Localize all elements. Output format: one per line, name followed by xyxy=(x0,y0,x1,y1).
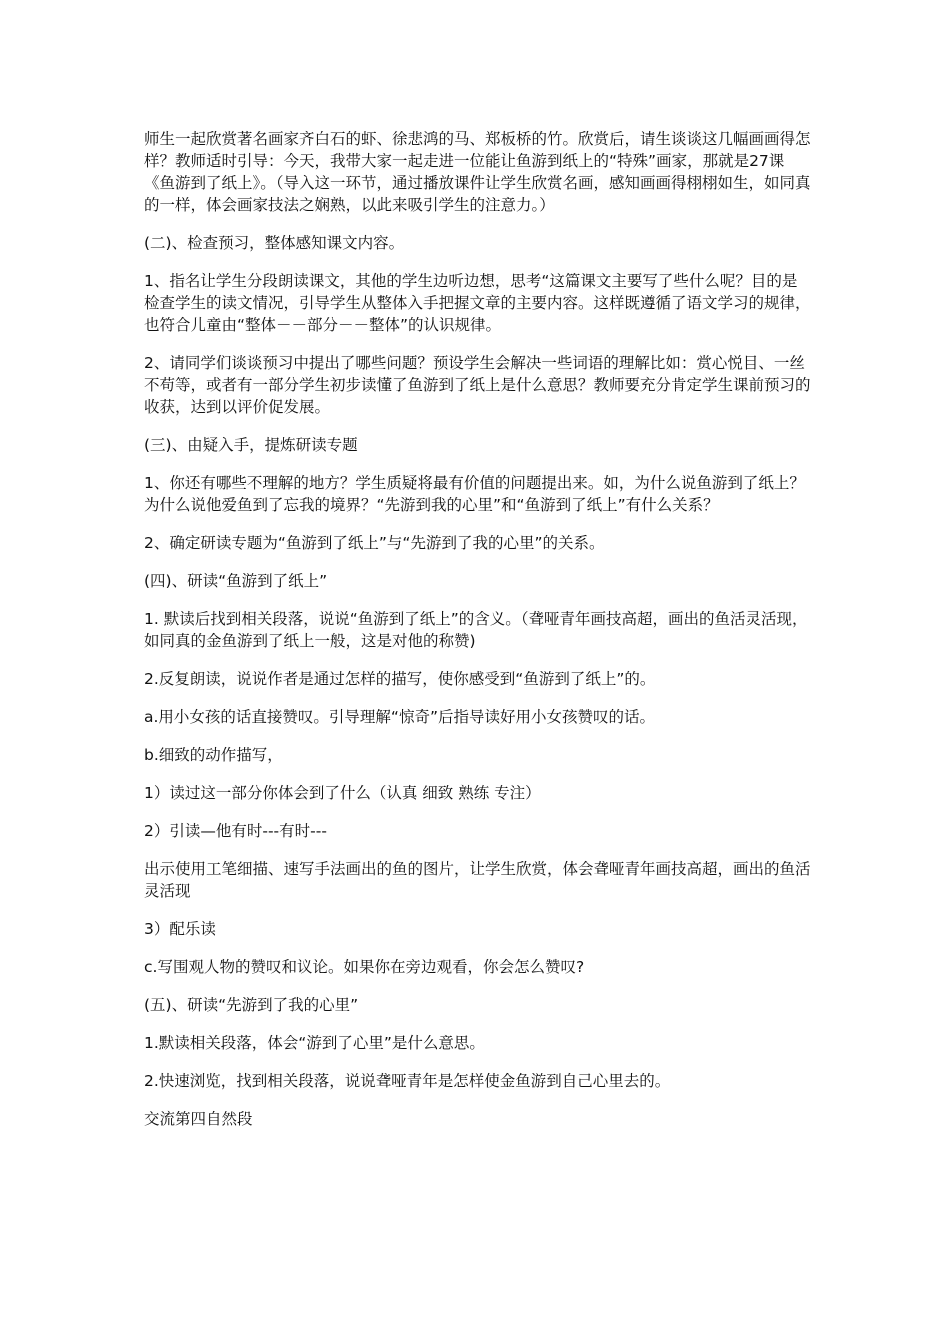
paragraph: 3）配乐读 xyxy=(144,920,216,938)
paragraph: 2.快速浏览，找到相关段落，说说聋哑青年是怎样使金鱼游到自己心里去的。 xyxy=(144,1072,671,1090)
paragraph: a.用小女孩的话直接赞叹。引导理解“惊奇”后指导读好用小女孩赞叹的话。 xyxy=(144,708,655,726)
paragraph: 2）引读—他有时---有时--- xyxy=(144,822,327,840)
paragraph-intro: 师生一起欣赏著名画家齐白石的虾、徐悲鸿的马、郑板桥的竹。欣赏后，请生谈谈这几幅画画得怎样？教师适时引导：今天，我带大家一起走进一位能让鱼游到纸上的“特殊”画家，那就是27课《鱼游到了纸上》。（导入这一环节，通过播放课件让学生欣赏名画，感知画画得栩栩如生，如同真的一样，体会画家技法之娴熟，以此来吸引学生的注意力。） xyxy=(144,130,811,214)
section-heading-3: (三)、由疑入手，提炼研读专题 xyxy=(144,436,358,454)
section-heading-2: (二)、检查预习，整体感知课文内容。 xyxy=(144,234,405,252)
paragraph: 2.反复朗读，说说作者是通过怎样的描写，使你感受到“鱼游到了纸上”的。 xyxy=(144,670,656,688)
section-heading-5: (五)、研读“先游到了我的心里” xyxy=(144,996,359,1014)
paragraph: 1、你还有哪些不理解的地方？学生质疑将最有价值的问题提出来。如，为什么说鱼游到了纸上？为什么说他爱鱼到了忘我的境界？“先游到我的心里”和“鱼游到了纸上”有什么关系？ xyxy=(144,474,805,514)
paragraph: 1.默读相关段落，体会“游到了心里”是什么意思。 xyxy=(144,1034,485,1052)
paragraph: c.写围观人物的赞叹和议论。如果你在旁边观看，你会怎么赞叹? xyxy=(144,958,585,976)
paragraph: b.细致的动作描写， xyxy=(144,746,283,764)
paragraph: 1. 默读后找到相关段落，说说“鱼游到了纸上”的含义。（聋哑青年画技高超，画出的鱼活灵活现，如同真的金鱼游到了纸上一般，这是对他的称赞) xyxy=(144,610,808,650)
paragraph: 出示使用工笔细描、速写手法画出的鱼的图片，让学生欣赏，体会聋哑青年画技高超，画出的鱼活灵活现 xyxy=(144,860,811,900)
section-heading-4: (四)、研读“鱼游到了纸上” xyxy=(144,572,328,590)
paragraph: 1）读过这一部分你体会到了什么（认真 细致 熟练 专注） xyxy=(144,784,541,802)
document-body xyxy=(144,128,812,1146)
paragraph: 2、确定研读专题为“鱼游到了纸上”与“先游到了我的心里”的关系。 xyxy=(144,534,605,552)
paragraph: 2、请同学们谈谈预习中提出了哪些问题？预设学生会解决一些词语的理解比如：赏心悦目、一丝不苟等，或者有一部分学生初步读懂了鱼游到了纸上是什么意思？教师要充分肯定学生课前预习的收获，达到以评价促发展。 xyxy=(144,354,811,416)
paragraph: 1、指名让学生分段朗读课文，其他的学生边听边想，思考“这篇课文主要写了些什么呢？目的是检查学生的读文情况，引导学生从整体入手把握文章的主要内容。这样既遵循了语文学习的规律，也符合儿童由“整体－－部分－－整体”的认识规律。 xyxy=(144,272,811,334)
paragraph: 交流第四自然段 xyxy=(144,1110,253,1128)
